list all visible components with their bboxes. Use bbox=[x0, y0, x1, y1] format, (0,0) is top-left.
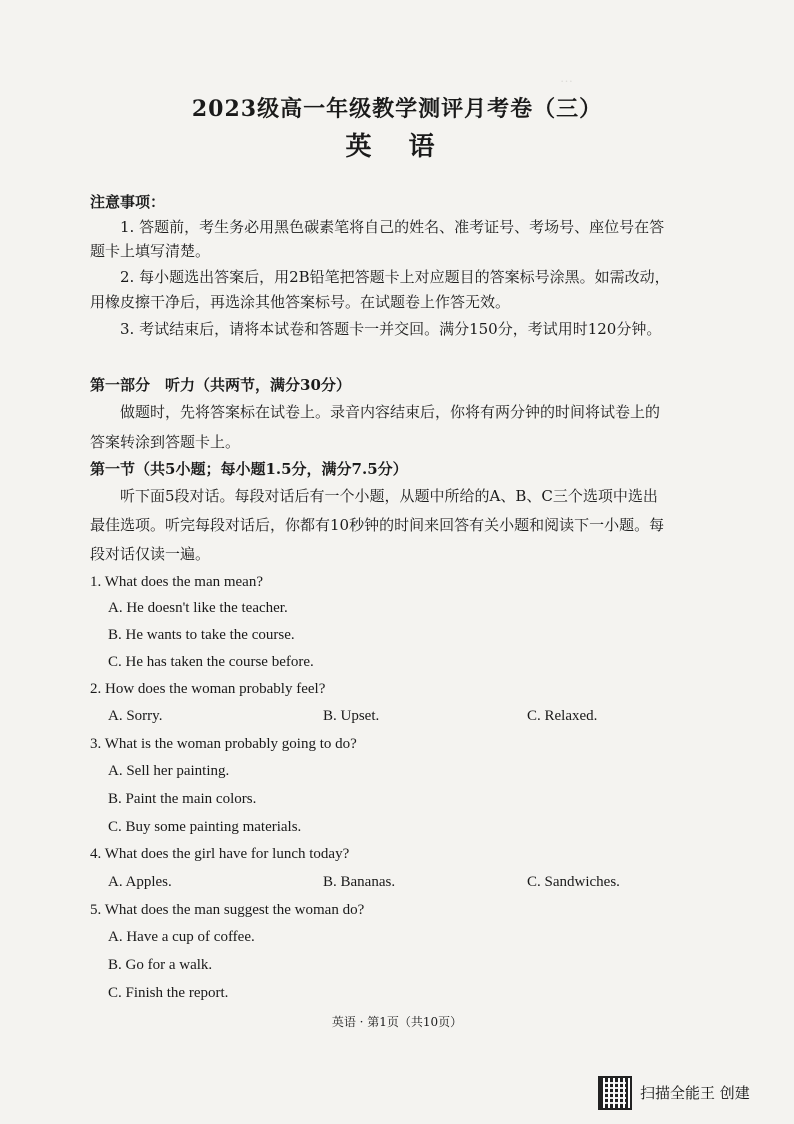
subject-title: 英 语 bbox=[345, 132, 449, 162]
section1-intro-line: 段对话仅读一遍。 bbox=[90, 545, 211, 563]
question-option: A. He doesn't like the teacher. bbox=[108, 600, 288, 616]
question-option: B. He wants to take the course. bbox=[108, 627, 295, 643]
question-option: C. Relaxed. bbox=[527, 708, 598, 724]
question-stem: 3. What is the woman probably going to do? bbox=[90, 736, 357, 752]
bleed-through-text: … bbox=[560, 70, 573, 85]
question-option: C. Finish the report. bbox=[108, 985, 229, 1001]
question-stem: 5. What does the man suggest the woman do? bbox=[90, 902, 365, 918]
section1-heading: 第一节（共5小题；每小题1.5分，满分7.5分） bbox=[90, 460, 408, 478]
question-option: B. Go for a walk. bbox=[108, 957, 213, 973]
section1-intro-line: 听下面5段对话。每段对话后有一个小题，从题中所给的A、B、C三个选项中选出 bbox=[120, 487, 658, 505]
question-stem: 1. What does the man mean? bbox=[90, 574, 263, 590]
question-option: C. He has taken the course before. bbox=[108, 654, 314, 670]
question-option: C. Sandwiches. bbox=[527, 874, 620, 890]
question-option: A. Sell her painting. bbox=[108, 763, 230, 779]
question-stem: 2. How does the woman probably feel? bbox=[90, 681, 326, 697]
question-stem: 4. What does the girl have for lunch today? bbox=[90, 846, 350, 862]
exam-title: 2023级高一年级教学测评月考卷（三） bbox=[191, 96, 603, 122]
question-option: A. Have a cup of coffee. bbox=[108, 929, 255, 945]
question-option: A. Apples. bbox=[108, 874, 172, 890]
note-line: 3. 考试结束后，请将本试卷和答题卡一并交回。满分150分，考试用时120分钟。 bbox=[120, 320, 662, 338]
qr-code-icon bbox=[598, 1076, 632, 1110]
question-option: B. Upset. bbox=[323, 708, 380, 724]
section1-intro-line: 最佳选项。听完每段对话后，你都有10秒钟的时间来回答有关小题和阅读下一小题。每 bbox=[90, 516, 665, 534]
page-footer: 英语 · 第1页（共10页） bbox=[331, 1015, 463, 1029]
note-line: 1. 答题前，考生务必用黑色碳素笔将自己的姓名、准考证号、考场号、座位号在答 bbox=[120, 218, 665, 236]
note-line: 2. 每小题选出答案后，用2B铅笔把答题卡上对应题目的答案标号涂黑。如需改动， bbox=[120, 268, 670, 286]
part1-intro-line: 答案转涂到答题卡上。 bbox=[90, 433, 241, 451]
part1-intro-line: 做题时，先将答案标在试卷上。录音内容结束后，你将有两分钟的时间将试卷上的 bbox=[120, 403, 661, 421]
note-line: 用橡皮擦干净后，再选涂其他答案标号。在试题卷上作答无效。 bbox=[90, 293, 511, 311]
part1-heading: 第一部分 听力（共两节，满分30分） bbox=[90, 376, 351, 394]
notes-heading: 注意事项： bbox=[90, 193, 166, 211]
question-option: B. Bananas. bbox=[323, 874, 396, 890]
scanner-watermark: 扫描全能王 创建 bbox=[640, 1084, 750, 1102]
question-option: A. Sorry. bbox=[108, 708, 163, 724]
question-option: B. Paint the main colors. bbox=[108, 791, 257, 807]
note-line: 题卡上填写清楚。 bbox=[90, 242, 211, 260]
question-option: C. Buy some painting materials. bbox=[108, 819, 302, 835]
